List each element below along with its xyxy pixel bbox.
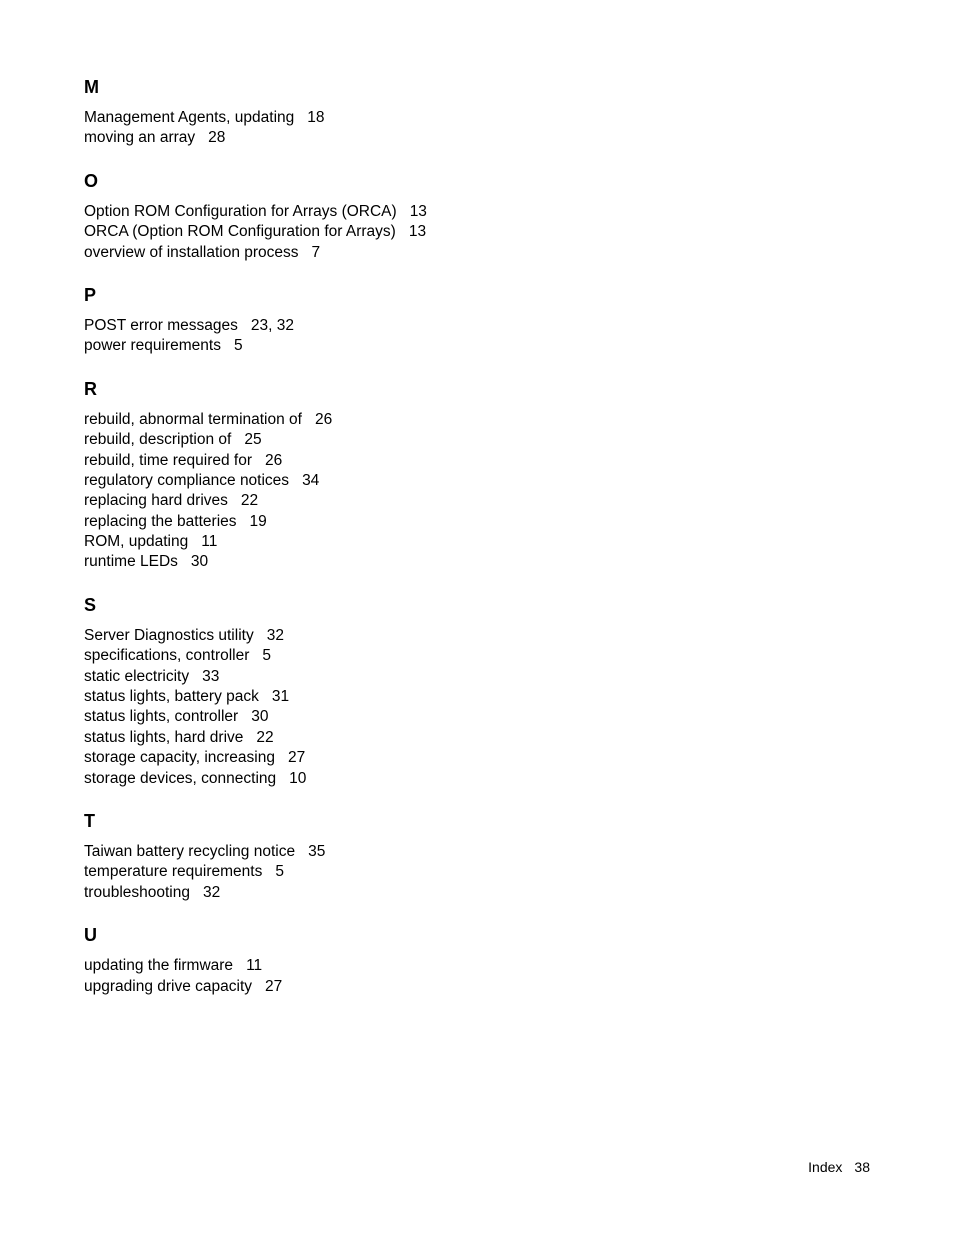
index-entry — [84, 410, 684, 430]
page-footer — [808, 1157, 870, 1177]
index-section-s — [84, 594, 684, 789]
index-entry — [84, 748, 684, 768]
index-entry — [84, 626, 684, 646]
entry-page-link[interactable]: 13 — [409, 202, 427, 220]
index-entry — [84, 202, 684, 222]
index-entry — [84, 956, 684, 976]
entry-page-link[interactable]: 27 — [265, 977, 283, 995]
entry-page-link[interactable]: 30 — [251, 708, 269, 726]
index-section-r — [84, 378, 684, 573]
section-letter: R — [84, 378, 97, 399]
entry-page-link[interactable]: 34 — [302, 471, 320, 489]
index-entry — [84, 532, 684, 552]
index-section-u — [84, 924, 684, 997]
entry-term: regulatory compliance notices — [84, 471, 290, 489]
footer-label: Index — [808, 1159, 843, 1175]
entry-page-link[interactable]: 28 — [208, 129, 226, 147]
index-entry — [84, 646, 684, 666]
index-entry — [84, 862, 684, 882]
entry-term: ROM, updating — [84, 533, 189, 551]
index-entry — [84, 667, 684, 687]
entry-page-link[interactable]: 5 — [275, 863, 284, 881]
entry-term: Taiwan battery recycling notice — [84, 842, 296, 860]
entry-page-link[interactable]: 19 — [249, 512, 267, 530]
entry-page-link[interactable]: 35 — [308, 842, 326, 860]
index-entry — [84, 108, 684, 128]
entry-term: rebuild, abnormal termination of — [84, 410, 302, 428]
entry-term: rebuild, description of — [84, 431, 232, 449]
entry-page-link[interactable]: 32 — [266, 626, 284, 644]
index-entry — [84, 728, 684, 748]
index-entry — [84, 883, 684, 903]
page-number: 38 — [854, 1159, 870, 1175]
index-entry — [84, 128, 684, 148]
entry-term: power requirements — [84, 337, 221, 355]
entry-page-link[interactable]: 26 — [265, 451, 283, 469]
entry-page-link[interactable]: 11 — [246, 957, 263, 975]
index-entry — [84, 491, 684, 511]
index-page — [84, 76, 684, 1018]
entry-page-link[interactable]: 13 — [408, 223, 427, 241]
entry-term: upgrading drive capacity — [84, 977, 253, 995]
entry-term: static electricity — [84, 667, 190, 685]
index-entry — [84, 842, 684, 862]
entry-page-link[interactable]: 26 — [314, 410, 333, 428]
entry-term: overview of installation process — [84, 243, 299, 261]
index-entry — [84, 316, 684, 336]
entry-term: specifications, controller — [84, 647, 250, 665]
entry-term: status lights, battery pack — [84, 688, 259, 706]
index-entry — [84, 512, 684, 532]
entry-term: temperature requirements — [84, 863, 263, 881]
index-section-m — [84, 76, 684, 149]
index-section-o — [84, 170, 684, 263]
entry-page-link[interactable]: 7 — [311, 243, 321, 261]
index-entry — [84, 769, 684, 789]
index-entry — [84, 687, 684, 707]
entry-page-link[interactable]: 33 — [202, 667, 220, 685]
entry-page-link[interactable]: 30 — [190, 553, 209, 571]
section-letter: O — [84, 170, 99, 191]
entry-term: POST error messages — [84, 316, 238, 334]
entry-term: ORCA (Option ROM Configuration for Arrays) — [84, 223, 396, 241]
entry-term: replacing the batteries — [84, 512, 237, 530]
index-section-p — [84, 284, 684, 357]
entry-term: moving an array — [84, 129, 196, 147]
index-entry — [84, 243, 684, 263]
section-letter: U — [84, 925, 97, 946]
index-entry — [84, 336, 684, 356]
entry-term: status lights, hard drive — [84, 728, 244, 746]
entry-page-link[interactable]: 11 — [201, 533, 218, 551]
section-letter: P — [84, 284, 97, 305]
entry-term: Server Diagnostics utility — [84, 626, 254, 644]
entry-page-link[interactable]: 25 — [244, 431, 262, 449]
entry-term: replacing hard drives — [84, 492, 228, 510]
entry-page-link[interactable]: 22 — [240, 492, 259, 510]
entry-page-link[interactable]: 27 — [287, 749, 306, 767]
index-entry — [84, 430, 684, 450]
index-entry — [84, 451, 684, 471]
section-letter: S — [84, 594, 97, 615]
index-entry — [84, 707, 684, 727]
section-letter: M — [84, 77, 99, 97]
entry-page-link[interactable]: 23, 32 — [250, 316, 295, 334]
entry-page-link[interactable]: 31 — [271, 688, 290, 706]
entry-term: status lights, controller — [84, 708, 239, 726]
entry-term: troubleshooting — [84, 883, 190, 901]
entry-page-link[interactable]: 32 — [203, 883, 221, 901]
entry-term: Option ROM Configuration for Arrays (ORCA) — [84, 202, 397, 220]
index-section-t — [84, 810, 684, 903]
entry-term: storage devices, connecting — [84, 769, 277, 787]
entry-page-link[interactable]: 10 — [289, 769, 307, 787]
entry-page-link[interactable]: 22 — [256, 728, 274, 746]
index-entry — [84, 222, 684, 242]
entry-term: rebuild, time required for — [84, 451, 252, 469]
entry-term: updating the firmware — [84, 957, 234, 975]
index-entry — [84, 552, 684, 572]
section-letter: T — [84, 810, 95, 831]
entry-term: runtime LEDs — [84, 553, 178, 571]
entry-page-link[interactable]: 5 — [233, 337, 243, 355]
entry-page-link[interactable]: 18 — [307, 109, 325, 126]
index-entry — [84, 471, 684, 491]
entry-page-link[interactable]: 5 — [262, 647, 272, 665]
entry-term: storage capacity, increasing — [84, 749, 275, 767]
index-entry — [84, 977, 684, 997]
entry-term: Management Agents, updating — [84, 109, 295, 126]
